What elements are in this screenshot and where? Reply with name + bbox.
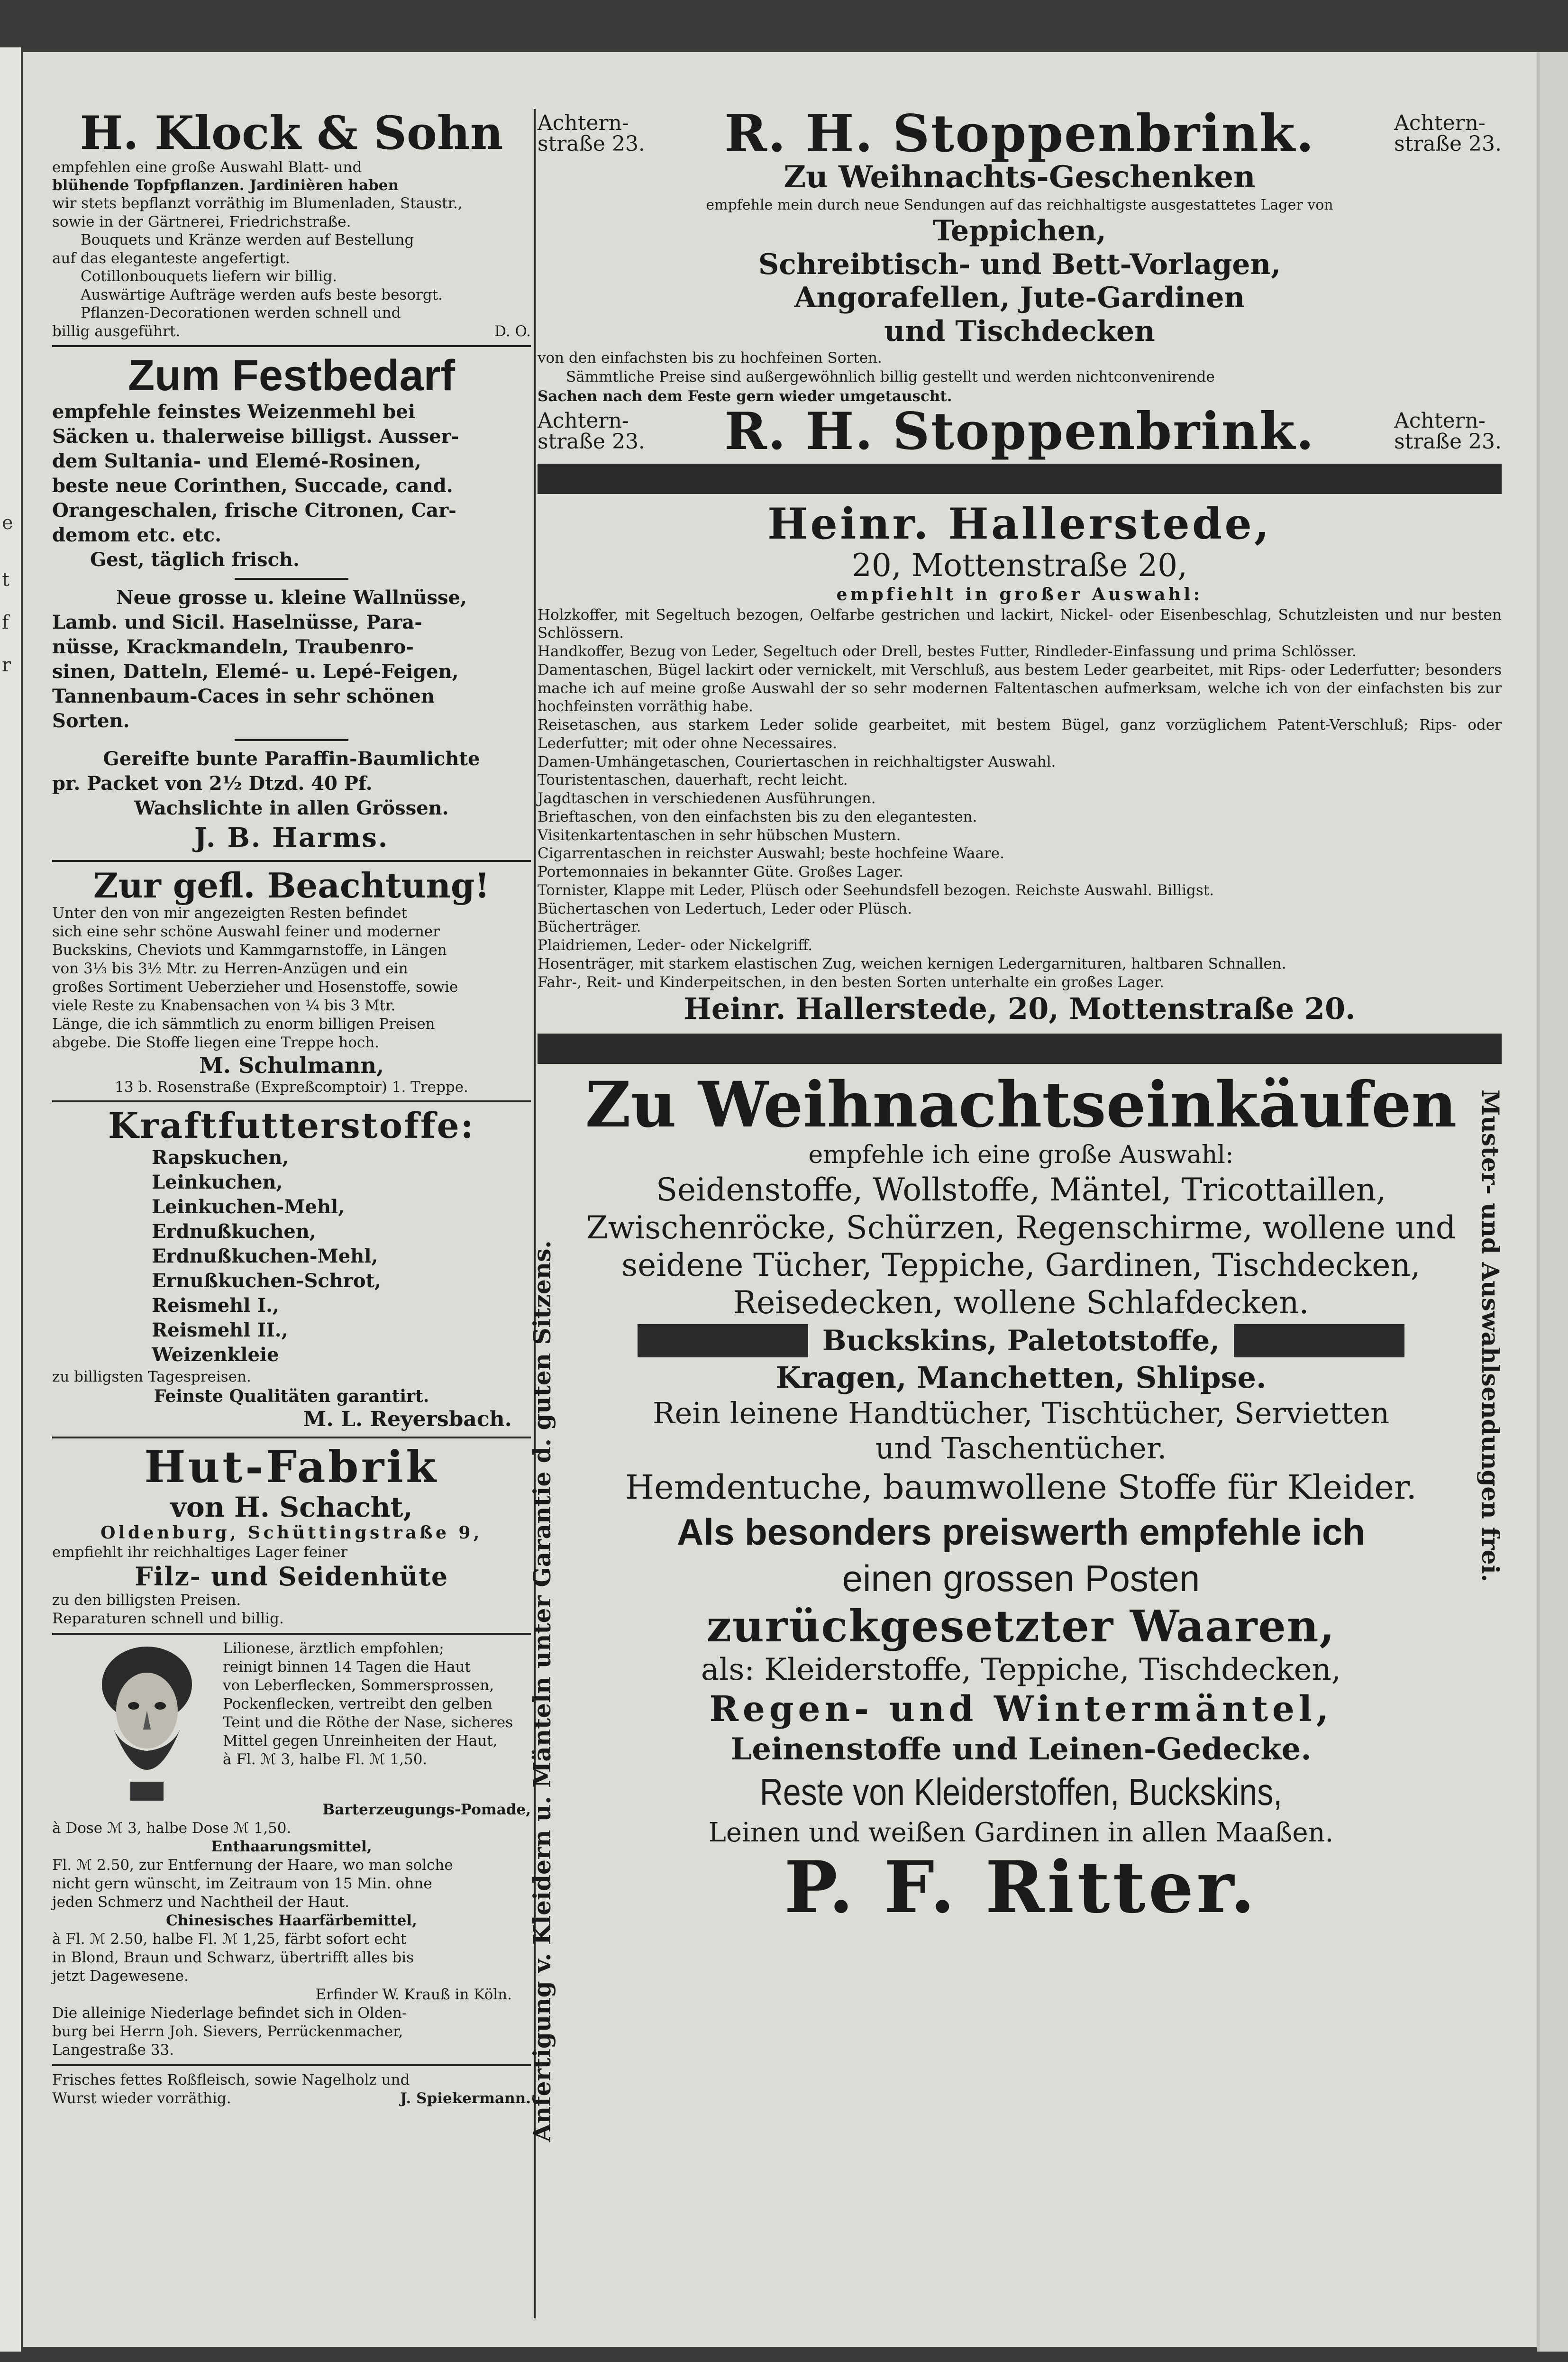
ad-line: Bouquets und Kränze werden auf Bestellung	[81, 231, 414, 249]
ad-address-left	[538, 408, 645, 454]
ad-line: à Fl. ℳ 2.50, halbe Fl. ℳ 1,25, färbt sofort echt	[52, 1931, 407, 1948]
ad-line: Leinenstoffe und Leinen-Gedecke.	[730, 1731, 1312, 1767]
ad-line: Enthaarungsmittel,	[211, 1838, 372, 1855]
ad-line: nüsse, Krackmandeln, Traubenro-	[52, 636, 414, 659]
ad-line: Länge, die ich sämmtlich zu enorm billigen Preisen	[52, 1016, 435, 1033]
ad-line: Regen- und Wintermäntel,	[709, 1689, 1333, 1730]
ad-hutfabrik	[52, 1443, 531, 1628]
ad-line: Cotillonbouquets liefern wir billig.	[81, 268, 337, 285]
address-line: straße 23.	[538, 132, 645, 156]
ad-line: abgebe. Die Stoffe liegen eine Treppe hoch.	[52, 1034, 380, 1052]
ad-line: empfehlen eine große Auswahl Blatt- und	[52, 158, 362, 176]
edge-letter: f	[2, 612, 9, 633]
ad-line: zurückgesetzter Waaren,	[706, 1601, 1336, 1652]
ad-spiekermann	[52, 2071, 531, 2108]
ad-line: à Fl. ℳ 3, halbe Fl. ℳ 1,50.	[223, 1751, 428, 1768]
ad-klock	[52, 108, 531, 340]
ad-subtitle: Zu Weihnachts-Geschenken	[784, 159, 1256, 195]
address-line: straße 23.	[1394, 132, 1502, 156]
ad-line: in Blond, Braun und Schwarz, übertrifft alles bis	[52, 1949, 414, 1967]
ad-ritter	[528, 1068, 1504, 2161]
black-separator-bar	[538, 1034, 1502, 1064]
ad-list-item: Rapskuchen,	[152, 1146, 289, 1169]
ad-line: Kragen, Manchetten, Shlipse.	[775, 1360, 1267, 1395]
ad-lilionese	[52, 1639, 531, 2060]
ad-list-item: Leinkuchen-Mehl,	[152, 1196, 345, 1218]
ad-line: großes Sortiment Ueberzieher und Hosenstoffe, sowie	[52, 979, 458, 996]
ad-list-item: Erdnußkuchen-Mehl,	[152, 1245, 378, 1268]
ad-list-item: Reisetaschen, aus starkem Leder solide gearbeitet, mit bestem Bügel, ganz vorzüglichem Patent-Verschluß; Rips- oder Lederfutter; mit oder ohne Necessaires.	[538, 716, 1502, 752]
edge-letter: t	[2, 569, 10, 591]
ad-line: Sorten.	[52, 710, 130, 732]
ad-line: Angorafellen, Jute-Gardinen	[794, 281, 1245, 315]
ad-line: Teint und die Röthe der Nase, sicheres	[223, 1713, 513, 1731]
ad-list-item: Portemonnaies in bekannter Güte. Großes Lager.	[538, 863, 903, 881]
ad-line: pr. Packet von 2½ Dtzd. 40 Pf.	[52, 772, 373, 795]
ad-line: empfehle mein durch neue Sendungen auf das reichhaltigste ausgestattetes Lager von	[706, 196, 1333, 213]
address-line: straße 23.	[538, 429, 645, 454]
black-ornament-bar	[1234, 1324, 1404, 1357]
ad-line: Tannenbaum-Caces in sehr schönen	[52, 685, 435, 708]
ad-line: zu den billigsten Preisen.	[52, 1592, 241, 1609]
ad-signature: P. F. Ritter.	[784, 1845, 1258, 1929]
ad-list-item: Cigarrentaschen in reichster Auswahl; beste hochfeine Waare.	[538, 845, 1004, 862]
ad-festbedarf	[52, 352, 531, 855]
ad-line: Feinste Qualitäten garantirt.	[154, 1386, 429, 1407]
ad-line: und Tischdecken	[884, 315, 1155, 348]
ad-list-item: Damentaschen, Bügel lackirt oder vernickelt, mit Verschluß, aus bestem Leder gearbeitet, mit Rips- oder Lederfutter; besonders mache ich auf meine große Auswahl der so sehr modernen Faltentaschen aufmerksam, welche ich von der einfachsten bis zur hochfeinsten vorräthig habe.	[538, 661, 1502, 715]
ad-line: Barterzeugungs-Pomade,	[322, 1801, 531, 1818]
ad-signature: D. O.	[494, 322, 531, 340]
ad-line: burg bei Herrn Joh. Sievers, Perrückenmacher,	[52, 2023, 403, 2041]
ad-address-right	[1394, 408, 1502, 454]
ad-kraftfutter	[52, 1107, 531, 1432]
ad-line: dem Sultania- und Elemé-Rosinen,	[52, 450, 421, 473]
ad-line: Auswärtige Aufträge werden aufs beste besorgt.	[81, 286, 443, 303]
newspaper-page	[23, 52, 1540, 2347]
ad-separator	[52, 1437, 531, 1438]
ad-list-item: Fahr-, Reit- und Kinderpeitschen, in den besten Sorten unterhalte ein großes Lager.	[538, 973, 1164, 991]
ad-title: Zu Weihnachtseinkäufen	[585, 1068, 1457, 1142]
ad-line: beste neue Corinthen, Succade, cand.	[52, 475, 453, 497]
ad-list-item: Damen-Umhängetaschen, Couriertaschen in reichhaltigster Auswahl.	[538, 753, 1056, 770]
ad-line: demom etc. etc.	[52, 524, 222, 547]
ad-line: empfehle ich eine große Auswahl:	[808, 1140, 1234, 1169]
ad-separator	[52, 860, 531, 862]
ad-title: Zum Festbedarf	[128, 351, 456, 400]
ad-line: Sämmtliche Preise sind außergewöhnlich billig gestellt und werden nichtconvenirende	[566, 368, 1215, 386]
ad-title: H. Klock & Sohn	[80, 106, 503, 160]
ad-address-left	[538, 113, 645, 155]
ad-address: 13 b. Rosenstraße (Expreßcomptoir) 1. Treppe.	[115, 1078, 468, 1096]
ad-line: Reparaturen schnell und billig.	[52, 1610, 284, 1628]
ad-list-item: Leinkuchen,	[152, 1171, 283, 1194]
ad-line: Orangeschalen, frische Citronen, Car-	[52, 499, 456, 522]
ad-title: R. H. Stoppenbrink.	[724, 401, 1315, 461]
ad-list-item: Touristentaschen, dauerhaft, recht leicht.	[538, 771, 848, 789]
ad-line: zu billigsten Tagespreisen.	[52, 1368, 251, 1386]
ad-list-item: Tornister, Klappe mit Leder, Plüsch oder Seehundsfell bezogen. Reichste Auswahl. Billigst.	[538, 881, 1214, 899]
address-line: Achtern-	[1394, 111, 1486, 135]
ad-separator	[52, 345, 531, 347]
ad-line: viele Reste zu Knabensachen von ¼ bis 3 Mtr.	[52, 997, 396, 1015]
ad-title: R. H. Stoppenbrink.	[724, 104, 1315, 164]
ad-line: Sachen nach dem Feste gern wieder umgetauscht.	[538, 387, 952, 405]
ad-separator	[52, 2064, 531, 2066]
ad-line: Hemdentuche, baumwollene Stoffe für Kleider.	[625, 1468, 1417, 1507]
ad-beachtung	[52, 867, 531, 1096]
ad-line: Zwischenröcke, Schürzen, Regenschirme, wollene und	[586, 1209, 1456, 1246]
edge-letter: r	[2, 654, 11, 676]
ad-line: wir stets bepflanzt vorräthig im Blumenladen, Staustr.,	[52, 195, 463, 212]
ad-line: Seidenstoffe, Wollstoffe, Mäntel, Tricottaillen,	[656, 1172, 1386, 1208]
ad-line: sich eine sehr schöne Auswahl feiner und moderner	[52, 923, 440, 941]
previous-page-edge	[0, 47, 21, 2352]
book-edge	[1537, 52, 1568, 2352]
ad-line: empfiehlt ihr reichhaltiges Lager feiner	[52, 1544, 348, 1561]
ad-line: Die alleinige Niederlage befindet sich in Olden-	[52, 2005, 407, 2022]
ad-line: Lilionese, ärztlich empfohlen;	[223, 1639, 444, 1657]
ad-list-item: Erdnußkuchen,	[152, 1220, 316, 1243]
ad-line: Langestraße 33.	[52, 2042, 174, 2059]
ad-line: Lamb. und Sicil. Haselnüsse, Para-	[52, 611, 422, 634]
ad-line: Rein leinene Handtücher, Tischtücher, Servietten	[652, 1395, 1390, 1430]
ad-signature: J. Spiekermann.	[400, 2090, 531, 2107]
ad-line: Frisches fettes Roßfleisch, sowie Nagelholz und	[52, 2071, 410, 2089]
ad-line: Reisedecken, wollene Schlafdecken.	[733, 1284, 1309, 1321]
ad-line: Pflanzen-Decorationen werden schnell und	[81, 304, 401, 322]
ad-line: Mittel gegen Unreinheiten der Haut,	[223, 1732, 498, 1750]
vertical-side-text: Muster- und Auswahlsendungen frei.	[1477, 1089, 1504, 1582]
ad-line: Wurst wieder vorräthig.	[52, 2090, 231, 2107]
ad-list-item: Bücherträger.	[538, 918, 641, 936]
ad-line: Buckskins, Paletotstoffe,	[822, 1324, 1220, 1358]
address-line: straße 23.	[1394, 429, 1502, 454]
ad-line: Gereifte bunte Paraffin-Baumlichte	[103, 748, 480, 770]
ad-line: blühende Topfpflanzen. Jardinièren haben	[52, 177, 399, 194]
ad-title: Kraftfutterstoffe:	[108, 1105, 475, 1146]
address-line: Achtern-	[1394, 408, 1486, 433]
ad-line: Neue grosse u. kleine Wallnüsse,	[116, 586, 467, 609]
ad-signature: M. Schulmann,	[199, 1052, 384, 1078]
vertical-side-text: Anfertigung v. Kleidern u. Mänteln unter Garantie d. guten Sitzens.	[528, 1240, 556, 2142]
ad-list-item: Reismehl I.,	[152, 1294, 279, 1317]
ad-line: Buckskins, Cheviots und Kammgarnstoffe, in Längen	[52, 942, 447, 959]
ad-list-item: Büchertaschen von Ledertuch, Leder oder Plüsch.	[538, 900, 912, 917]
ad-list-item: Holzkoffer, mit Segeltuch bezogen, Oelfarbe gestrichen und lackirt, Nickel- oder Eisenbeschlag, Schutzleisten und nur besten Schlössern.	[538, 606, 1502, 642]
ad-title: Heinr. Hallerstede,	[767, 498, 1272, 549]
ad-line: von Leberflecken, Sommersprossen,	[223, 1676, 494, 1694]
ad-hallerstede	[538, 498, 1502, 1027]
address-line: Achtern-	[538, 408, 629, 433]
ad-line: à Dose ℳ 3, halbe Dose ℳ 1,50.	[52, 1819, 292, 1837]
ad-line: Unter den von mir angezeigten Resten befindet	[52, 905, 407, 922]
ad-line: Säcken u. thalerweise billigst. Ausser-	[52, 425, 459, 448]
ad-line: Leinen und weißen Gardinen in allen Maaßen.	[708, 1817, 1334, 1848]
ad-line: und Taschentücher.	[875, 1431, 1167, 1466]
ad-line: Chinesisches Haarfärbemittel,	[166, 1912, 417, 1930]
ad-short-rule	[235, 578, 348, 580]
ad-signature: M. L. Reyersbach.	[303, 1407, 512, 1431]
ad-line: jeden Schmerz und Nachtheil der Haut.	[52, 1894, 349, 1911]
ad-footer: Heinr. Hallerstede, 20, Mottenstraße 20.	[684, 991, 1356, 1026]
right-column	[528, 104, 1504, 2161]
ad-line: sowie in der Gärtnerei, Friedrichstraße.	[52, 213, 351, 230]
ad-line: empfehle feinstes Weizenmehl bei	[52, 401, 416, 423]
ad-separator	[52, 1633, 531, 1635]
ad-line: Teppichen,	[933, 214, 1106, 247]
bearded-man-portrait-image	[81, 1639, 213, 1801]
ad-short-rule	[235, 739, 348, 741]
ad-stoppenbrink	[538, 104, 1502, 461]
ad-list-item: Jagdtaschen in verschiedenen Ausführungen.	[538, 790, 876, 807]
ad-title: Hut-Fabrik	[144, 1441, 439, 1493]
ad-line: als: Kleiderstoffe, Teppiche, Tischdecken,	[701, 1652, 1341, 1688]
black-ornament-bar	[638, 1324, 808, 1357]
ad-line: Reste von Kleiderstoffen, Buckskins,	[759, 1770, 1283, 1813]
ad-line: nicht gern wünscht, im Zeitraum von 15 Min. ohne	[52, 1875, 432, 1892]
ad-line: einen grossen Posten	[842, 1557, 1200, 1599]
black-separator-bar	[538, 464, 1502, 494]
ad-line: reinigt binnen 14 Tagen die Haut	[223, 1658, 471, 1675]
ad-address: 20, Mottenstraße 20,	[851, 547, 1188, 584]
ad-list-item: Ernußkuchen-Schrot,	[152, 1270, 381, 1292]
ad-list-item: Hosenträger, mit starkem elastischen Zug, weichen kernigen Ledergarnituren, haltbaren Schnallen.	[538, 955, 1286, 972]
ad-list-item: Reismehl II.,	[152, 1319, 288, 1342]
ad-line: Als besonders preiswerth empfehle ich	[676, 1511, 1366, 1553]
ad-list-item: Weizenkleie	[152, 1344, 279, 1366]
ad-signature: J. B. Harms.	[194, 822, 389, 854]
ad-line: Filz- und Seidenhüte	[135, 1561, 448, 1592]
ad-line: Wachslichte in allen Grössen.	[134, 797, 449, 820]
ad-list-item: Visitenkartentaschen in sehr hübschen Mustern.	[538, 826, 901, 844]
ad-line: Pockenflecken, vertreibt den gelben	[223, 1695, 492, 1712]
ad-line: von den einfachsten bis zu hochfeinen Sorten.	[538, 349, 882, 366]
ad-line: Schreibtisch- und Bett-Vorlagen,	[758, 247, 1281, 281]
ad-line: Oldenburg, Schüttingstraße 9,	[100, 1523, 483, 1543]
ad-title: Zur gefl. Beachtung!	[93, 865, 490, 906]
ad-address-right	[1394, 113, 1502, 155]
ad-line: von H. Schacht,	[170, 1491, 413, 1523]
ad-line: Erfinder W. Krauß in Köln.	[315, 1986, 512, 2004]
ad-line: auf das eleganteste angefertigt.	[52, 249, 290, 267]
ad-tagline: empfiehlt in großer Auswahl:	[836, 584, 1203, 604]
ad-line: sinen, Datteln, Elemé- u. Lepé-Feigen,	[52, 660, 459, 683]
ad-line: Gest, täglich frisch.	[90, 549, 300, 571]
ad-list-item: Plaidriemen, Leder- oder Nickelgriff.	[538, 937, 813, 954]
left-column	[52, 108, 531, 2108]
edge-letter: e	[2, 512, 13, 534]
ad-list-item: Handkoffer, Bezug von Leder, Segeltuch oder Drell, bestes Futter, Rindleder-Einfassung und prima Schlösser.	[538, 643, 1357, 660]
ad-line: billig ausgeführt.	[52, 322, 181, 340]
address-line: Achtern-	[538, 111, 629, 135]
ad-line: Fl. ℳ 2.50, zur Entfernung der Haare, wo man solche	[52, 1856, 453, 1874]
ad-line: seidene Tücher, Teppiche, Gardinen, Tischdecken,	[621, 1246, 1421, 1283]
ad-line: von 3⅓ bis 3½ Mtr. zu Herren-Anzügen und ein	[52, 960, 408, 978]
ad-list-item: Brieftaschen, von den einfachsten bis zu den elegantesten.	[538, 808, 977, 825]
ad-separator	[52, 1100, 531, 1102]
ad-line: jetzt Dagewesene.	[52, 1968, 189, 1985]
